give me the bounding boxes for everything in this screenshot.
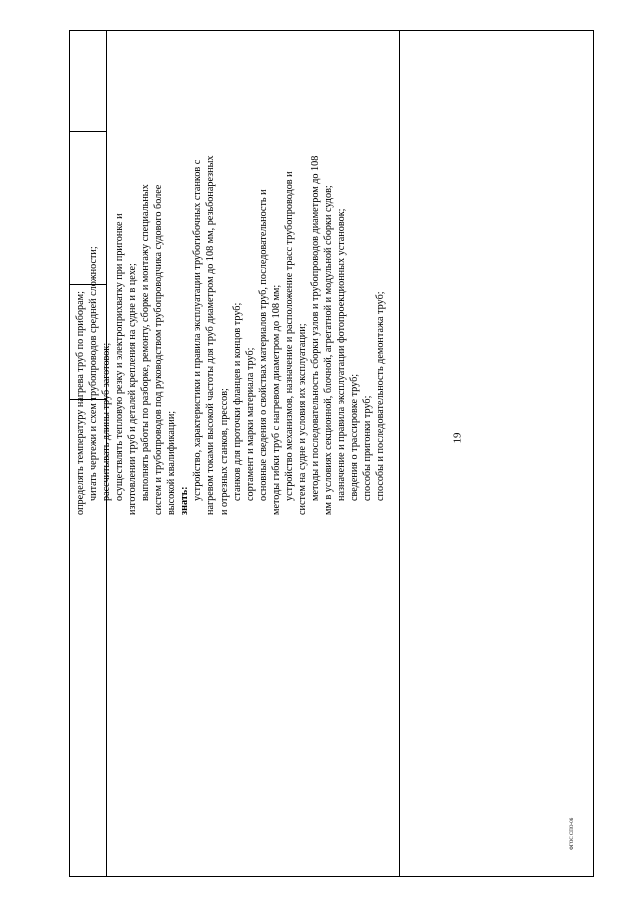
competency-text [74, 155, 387, 515]
knowledge-item: станков для проточки фланцев и концов труб; [231, 302, 243, 501]
competency-text-cell [74, 131, 394, 515]
skill-item: выполнять работы по разборке, ремонту, сборке и монтажу специальных систем и трубопроводов под руководством трубопроводчика судового более высокой квалификации; [140, 184, 178, 515]
knowledge-item: способы пригонки труб; [362, 395, 374, 501]
skill-item: читать чертежи и схем трубопроводов средней сложности; [88, 246, 100, 501]
skill-item: определять температуру нагрева труб по приборам; [75, 291, 86, 515]
page-number: 19 [451, 432, 464, 444]
knowledge-item: способы и последовательность демонтажа труб; [375, 291, 387, 501]
knowledge-item: устройство механизмов, назначение и расположение трасс трубопроводов и систем на судне и условия их эксплуатации; [283, 171, 308, 515]
knowledge-item: сведения о трассировке труб; [348, 373, 360, 501]
column-divider-2 [399, 31, 400, 876]
footer-code: ФГОС СПО-06 [570, 817, 575, 850]
knowledge-item: устройство, характеристики и правила эксплуатации трубогибочных станков с нагревом токами высокой частоты для труб диаметром до 108 мм, резьбонарезных и отрезных станков, прессов; [192, 155, 230, 515]
skill-item: осуществлять тепловую резку и электроприхватку при пригонке и изготовлении труб и деталей крепления на судне и в цехе; [114, 213, 139, 515]
know-heading: знать: [179, 486, 191, 515]
knowledge-item: сортамент и марки материала труб; [244, 347, 256, 501]
skill-item: рассчитывать длины труб заготовок; [101, 342, 113, 501]
knowledge-item: назначение и правила эксплуатации фотопроекционных установок; [335, 208, 347, 501]
table-frame [69, 30, 594, 877]
knowledge-item: методы и последовательность сборки узлов и трубопроводов диаметром до 108 мм в условиях секционной, блочной, агрегатной и модульной сборки судов; [309, 155, 334, 515]
knowledge-item: основные сведения о свойствах материалов труб, последовательность и методы гибки труб с нагревом диаметром до 108 мм; [257, 189, 282, 515]
